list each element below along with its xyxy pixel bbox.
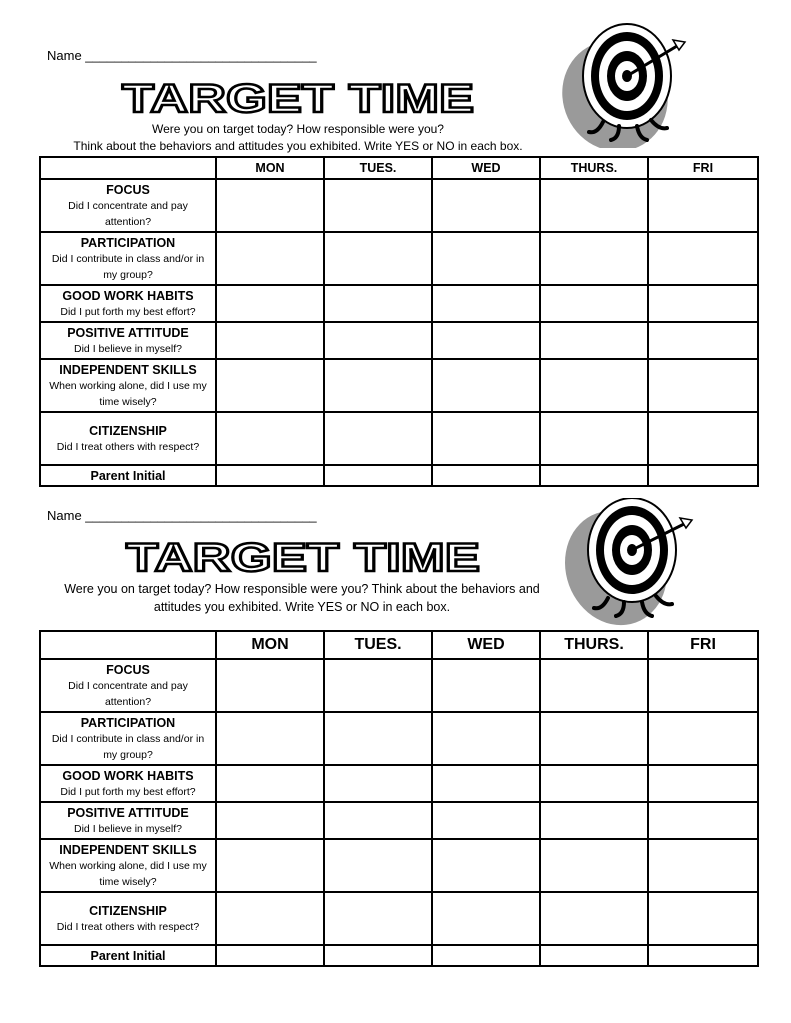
schedule-table-bottom [39, 630, 759, 967]
category-good-work-habits [40, 765, 216, 802]
category-question: Did I put forth my best effort? [60, 785, 196, 798]
entry-cell[interactable] [216, 765, 324, 802]
category-question: When working alone, did I use my time wisely? [49, 859, 207, 888]
day-header-mon: MON [216, 157, 324, 179]
entry-cell[interactable] [432, 945, 540, 966]
category-question: Did I contribute in class and/or in my group? [51, 252, 205, 281]
entry-cell[interactable] [216, 712, 324, 765]
entry-cell[interactable] [648, 839, 758, 892]
entry-cell[interactable] [432, 839, 540, 892]
day-header-fri: FRI [648, 631, 758, 659]
instructions-bottom: Were you on target today? How responsible were you? Think about the behaviors and attitudes you exhibited. Write YES or NO in each box. [64, 582, 540, 614]
entry-cell[interactable] [324, 285, 432, 322]
table-row [40, 802, 758, 839]
header-row [40, 157, 758, 179]
category-question: Did I put forth my best effort? [60, 305, 196, 318]
entry-cell[interactable] [324, 322, 432, 359]
entry-cell[interactable] [216, 232, 324, 285]
entry-cell[interactable] [540, 945, 648, 966]
category-title: FOCUS [106, 182, 150, 197]
entry-cell[interactable] [540, 802, 648, 839]
entry-cell[interactable] [216, 839, 324, 892]
table-row [40, 179, 758, 232]
category-question: Did I concentrate and pay attention? [68, 679, 188, 708]
entry-cell[interactable] [432, 712, 540, 765]
entry-cell[interactable] [324, 659, 432, 712]
name-field-bottom[interactable]: Name ________________________________ [47, 508, 317, 523]
day-header-thurs: THURS. [540, 157, 648, 179]
entry-cell[interactable] [648, 412, 758, 465]
parent-initial-label [40, 945, 216, 966]
category-title: POSITIVE ATTITUDE [67, 805, 189, 820]
entry-cell[interactable] [216, 179, 324, 232]
entry-cell[interactable] [648, 712, 758, 765]
category-question: Did I contribute in class and/or in my group? [51, 732, 205, 761]
entry-cell[interactable] [648, 945, 758, 966]
table-row [40, 892, 758, 945]
entry-cell[interactable] [216, 285, 324, 322]
title-text: TARGET TIME [122, 77, 474, 118]
page-title-top [118, 76, 478, 118]
category-independent-skills [40, 359, 216, 412]
category-question: Did I treat others with respect? [56, 920, 200, 933]
category-title: GOOD WORK HABITS [62, 768, 194, 783]
entry-cell[interactable] [540, 839, 648, 892]
day-header-thurs: THURS. [540, 631, 648, 659]
category-good-work-habits [40, 285, 216, 322]
entry-cell[interactable] [324, 945, 432, 966]
category-question: Did I treat others with respect? [56, 440, 200, 453]
table-row [40, 765, 758, 802]
entry-cell[interactable] [540, 322, 648, 359]
entry-cell[interactable] [540, 659, 648, 712]
entry-cell[interactable] [324, 179, 432, 232]
entry-cell[interactable] [216, 892, 324, 945]
entry-cell[interactable] [432, 659, 540, 712]
entry-cell[interactable] [432, 465, 540, 486]
category-title: FOCUS [106, 662, 150, 677]
table-row [40, 839, 758, 892]
entry-cell[interactable] [432, 285, 540, 322]
entry-cell[interactable] [432, 412, 540, 465]
entry-cell[interactable] [648, 232, 758, 285]
entry-cell[interactable] [324, 839, 432, 892]
entry-cell[interactable] [648, 465, 758, 486]
category-question: Did I concentrate and pay attention? [68, 199, 188, 228]
target-icon [562, 498, 697, 628]
entry-cell[interactable] [540, 412, 648, 465]
target-icon [555, 18, 690, 148]
category-citizenship [40, 412, 216, 465]
table-row [40, 412, 758, 465]
entry-cell[interactable] [324, 802, 432, 839]
entry-cell[interactable] [648, 179, 758, 232]
entry-cell[interactable] [216, 359, 324, 412]
entry-cell[interactable] [216, 945, 324, 966]
day-header-tues: TUES. [324, 157, 432, 179]
header-corner [40, 631, 216, 659]
category-question: When working alone, did I use my time wisely? [49, 379, 207, 408]
table-row [40, 232, 758, 285]
entry-cell[interactable] [216, 465, 324, 486]
category-title: GOOD WORK HABITS [62, 288, 194, 303]
entry-cell[interactable] [432, 892, 540, 945]
parent-initial-label [40, 465, 216, 486]
name-field-top[interactable]: Name ________________________________ [47, 48, 317, 63]
entry-cell[interactable] [216, 412, 324, 465]
category-title: PARTICIPATION [80, 715, 176, 730]
entry-cell[interactable] [324, 359, 432, 412]
entry-cell[interactable] [432, 765, 540, 802]
category-title: PARTICIPATION [80, 235, 176, 250]
entry-cell[interactable] [540, 765, 648, 802]
entry-cell[interactable] [540, 179, 648, 232]
entry-cell[interactable] [648, 892, 758, 945]
category-positive-attitude [40, 322, 216, 359]
category-focus [40, 659, 216, 712]
category-citizenship [40, 892, 216, 945]
header-row [40, 631, 758, 659]
category-focus [40, 179, 216, 232]
entry-cell[interactable] [540, 285, 648, 322]
entry-cell[interactable] [648, 802, 758, 839]
category-positive-attitude [40, 802, 216, 839]
entry-cell[interactable] [540, 712, 648, 765]
entry-cell[interactable] [216, 322, 324, 359]
day-header-wed: WED [432, 631, 540, 659]
category-title: POSITIVE ATTITUDE [67, 325, 189, 340]
entry-cell[interactable] [216, 802, 324, 839]
table-row [40, 945, 758, 966]
day-header-wed: WED [432, 157, 540, 179]
entry-cell[interactable] [540, 232, 648, 285]
category-title: CITIZENSHIP [89, 903, 167, 918]
entry-cell[interactable] [540, 892, 648, 945]
header-corner [40, 157, 216, 179]
entry-cell[interactable] [648, 359, 758, 412]
entry-cell[interactable] [648, 659, 758, 712]
entry-cell[interactable] [432, 179, 540, 232]
category-title: INDEPENDENT SKILLS [59, 362, 197, 377]
schedule-table-top [39, 156, 759, 487]
entry-cell[interactable] [324, 712, 432, 765]
parent-initial-text: Parent Initial [90, 468, 166, 483]
entry-cell[interactable] [432, 232, 540, 285]
entry-cell[interactable] [432, 359, 540, 412]
category-participation [40, 712, 216, 765]
category-participation [40, 232, 216, 285]
entry-cell[interactable] [432, 322, 540, 359]
table-row [40, 322, 758, 359]
entry-cell[interactable] [648, 285, 758, 322]
table-row [40, 712, 758, 765]
entry-cell[interactable] [324, 765, 432, 802]
category-question: Did I believe in myself? [74, 342, 182, 355]
title-text: TARGET TIME [126, 536, 480, 577]
entry-cell[interactable] [432, 802, 540, 839]
day-header-mon: MON [216, 631, 324, 659]
entry-cell[interactable] [324, 412, 432, 465]
day-header-tues: TUES. [324, 631, 432, 659]
parent-initial-text: Parent Initial [90, 948, 166, 963]
entry-cell[interactable] [324, 465, 432, 486]
entry-cell[interactable] [324, 232, 432, 285]
entry-cell[interactable] [324, 892, 432, 945]
category-title: INDEPENDENT SKILLS [59, 842, 197, 857]
entry-cell[interactable] [540, 465, 648, 486]
table-row [40, 659, 758, 712]
table-row [40, 285, 758, 322]
entry-cell[interactable] [648, 765, 758, 802]
table-row [40, 359, 758, 412]
entry-cell[interactable] [540, 359, 648, 412]
entry-cell[interactable] [648, 322, 758, 359]
day-header-fri: FRI [648, 157, 758, 179]
category-question: Did I believe in myself? [74, 822, 182, 835]
entry-cell[interactable] [216, 659, 324, 712]
category-title: CITIZENSHIP [89, 423, 167, 438]
table-row [40, 465, 758, 486]
instructions-top: Were you on target today? How responsible were you? Think about the behaviors and attitudes you exhibited. Write YES or NO in each box. [73, 122, 523, 153]
category-independent-skills [40, 839, 216, 892]
page-title-bottom [122, 535, 484, 577]
